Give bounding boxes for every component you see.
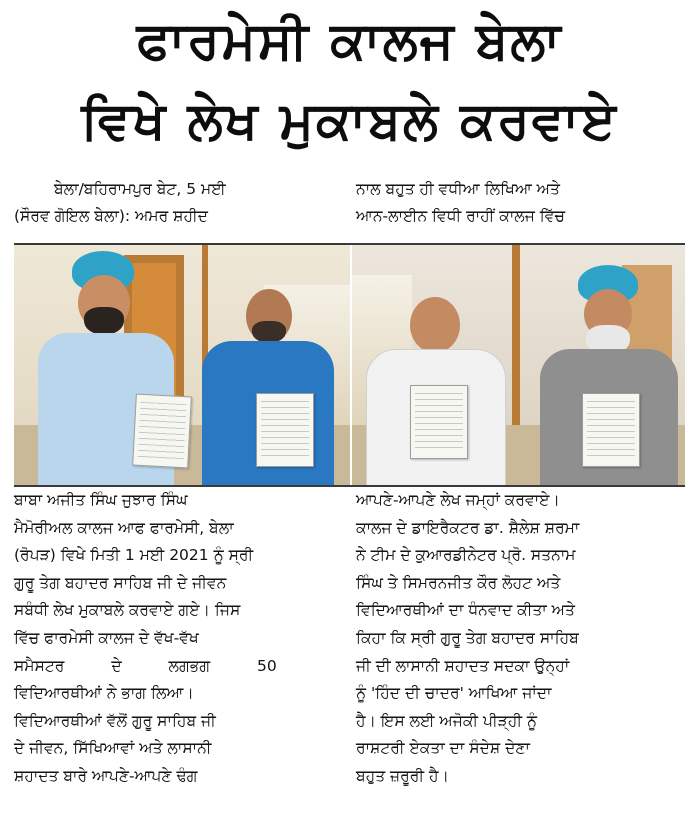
body-right-line: ਨੂੰ 'ਹਿੰਦ ਦੀ ਚਾਦਰ' ਆਖਿਆ ਜਾਂਦਾ: [356, 684, 552, 703]
beard: [84, 307, 124, 335]
intro-right-line: ਆਨ-ਲਾਈਨ ਵਿਧੀ ਰਾਹੀਂ ਕਾਲਜ ਵਿੱਚ: [356, 207, 565, 225]
photo-panel-left: [14, 245, 350, 485]
body-left-line: ਵਿਦਿਆਰਥੀਆਂ ਨੇ ਭਾਗ ਲਿਆ।: [14, 684, 194, 703]
essay-sheet: [410, 385, 468, 459]
body-right-line: ਜੀ ਦੀ ਲਾਸਾਨੀ ਸ਼ਹਾਦਤ ਸਦਕਾ ਉਨ੍ਹਾਂ: [356, 656, 570, 675]
body-left-line: ਬਾਬਾ ਅਜੀਤ ਸਿੰਘ ਜੁਝਾਰ ਸਿੰਘ: [14, 491, 188, 509]
body-column-right: [356, 487, 688, 791]
body-left-line: ਸਬੰਧੀ ਲੇਖ ਮੁਕਾਬਲੇ ਕਰਵਾਏ ਗਏ। ਜਿਸ: [14, 601, 241, 620]
body-left-line: (ਰੋਪੜ) ਵਿਖੇ ਮਿਤੀ 1 ਮਈ 2021 ਨੂੰ ਸ੍ਰੀ: [14, 546, 254, 565]
body-left-line: ਦੇ ਜੀਵਨ, ਸਿੱਖਿਆਵਾਂ ਅਤੇ ਲਾਸਾਨੀ: [14, 739, 212, 758]
essay-sheet: [132, 394, 192, 469]
news-photo: [14, 243, 685, 487]
body-right-line: ਕਾਲਜ ਦੇ ਡਾਇਰੈਕਟਰ ਡਾ. ਸ਼ੈਲੇਸ਼ ਸ਼ਰਮਾ: [356, 518, 580, 537]
headline-line-1: ਫਾਰਮੇਸੀ ਕਾਲਜ ਬੇਲਾ: [136, 11, 563, 71]
essay-sheet: [256, 393, 314, 467]
body-right-line: ਬਹੁਤ ਜ਼ਰੂਰੀ ਹੈ।: [356, 766, 449, 785]
body-right-line: ਕਿਹਾ ਕਿ ਸ੍ਰੀ ਗੁਰੂ ਤੇਗ ਬਹਾਦਰ ਸਾਹਿਬ: [356, 628, 579, 647]
body-left-line: ਸਮੈਸਟਰ ਦੇ ਲਗਭਗ 50: [14, 656, 277, 675]
body-left-line: ਮੈਮੋਰੀਅਲ ਕਾਲਜ ਆਫ ਫਾਰਮੇਸੀ, ਬੇਲਾ: [14, 518, 234, 537]
intro-left-line: ਬੇਲਾ/ਬਹਿਰਾਮਪੁਰ ਬੇਟ, 5 ਮਈ: [54, 180, 226, 198]
intro-column-right: [356, 176, 688, 230]
body-right-line: ਹੈ। ਇਸ ਲਈ ਅਜੋਕੀ ਪੀੜ੍ਹੀ ਨੂੰ: [356, 711, 537, 730]
intro-right-line: ਨਾਲ ਬਹੁਤ ਹੀ ਵਧੀਆ ਲਿਖਿਆ ਅਤੇ: [356, 180, 560, 198]
body-column-left: [14, 487, 346, 791]
beard: [252, 321, 286, 343]
intro-column-left: [14, 176, 346, 230]
body-right-line: ਵਿਦਿਆਰਥੀਆਂ ਦਾ ਧੰਨਵਾਦ ਕੀਤਾ ਅਤੇ: [356, 601, 575, 620]
body-left-line: ਵਿਦਿਆਰਥੀਆਂ ਵੱਲੋਂ ਗੁਰੂ ਸਾਹਿਬ ਜੀ: [14, 711, 216, 730]
body-right-line: ਰਾਸ਼ਟਰੀ ਏਕਤਾ ਦਾ ਸੰਦੇਸ਼ ਦੇਣਾ: [356, 739, 530, 758]
face: [410, 297, 460, 353]
body-right-line: ਸਿੰਘ ਤੇ ਸਿਮਰਨਜੀਤ ਕੌਰ ਲੋਹਟ ਅਤੇ: [356, 573, 561, 592]
headline-line-2: ਵਿਖੇ ਲੇਖ ਮੁਕਾਬਲੇ ਕਰਵਾਏ: [81, 91, 618, 151]
body-left-line: ਗੁਰੂ ਤੇਗ ਬਹਾਦਰ ਸਾਹਿਬ ਜੀ ਦੇ ਜੀਵਨ: [14, 573, 227, 592]
body-right-line: ਨੇ ਟੀਮ ਦੇ ਕੁਆਰਡੀਨੇਟਰ ਪ੍ਰੋ. ਸਤਨਾਮ: [356, 546, 576, 565]
body-left-line: ਸ਼ਹਾਦਤ ਬਾਰੇ ਆਪਣੇ-ਆਪਣੇ ਢੰਗ: [14, 766, 198, 785]
photo-panel-right: [352, 245, 685, 485]
body-right-line: ਆਪਣੇ-ਆਪਣੇ ਲੇਖ ਜਮ੍ਹਾਂ ਕਰਵਾਏ।: [356, 491, 560, 509]
essay-sheet: [582, 393, 640, 467]
intro-left-line: (ਸੌਰਵ ਗੋਇਲ ਬੇਲਾ): ਅਮਰ ਸ਼ਹੀਦ: [14, 207, 208, 225]
body-left-line: ਵਿੱਚ ਫਾਰਮੇਸੀ ਕਾਲਜ ਦੇ ਵੱਖ-ਵੱਖ: [14, 628, 199, 647]
